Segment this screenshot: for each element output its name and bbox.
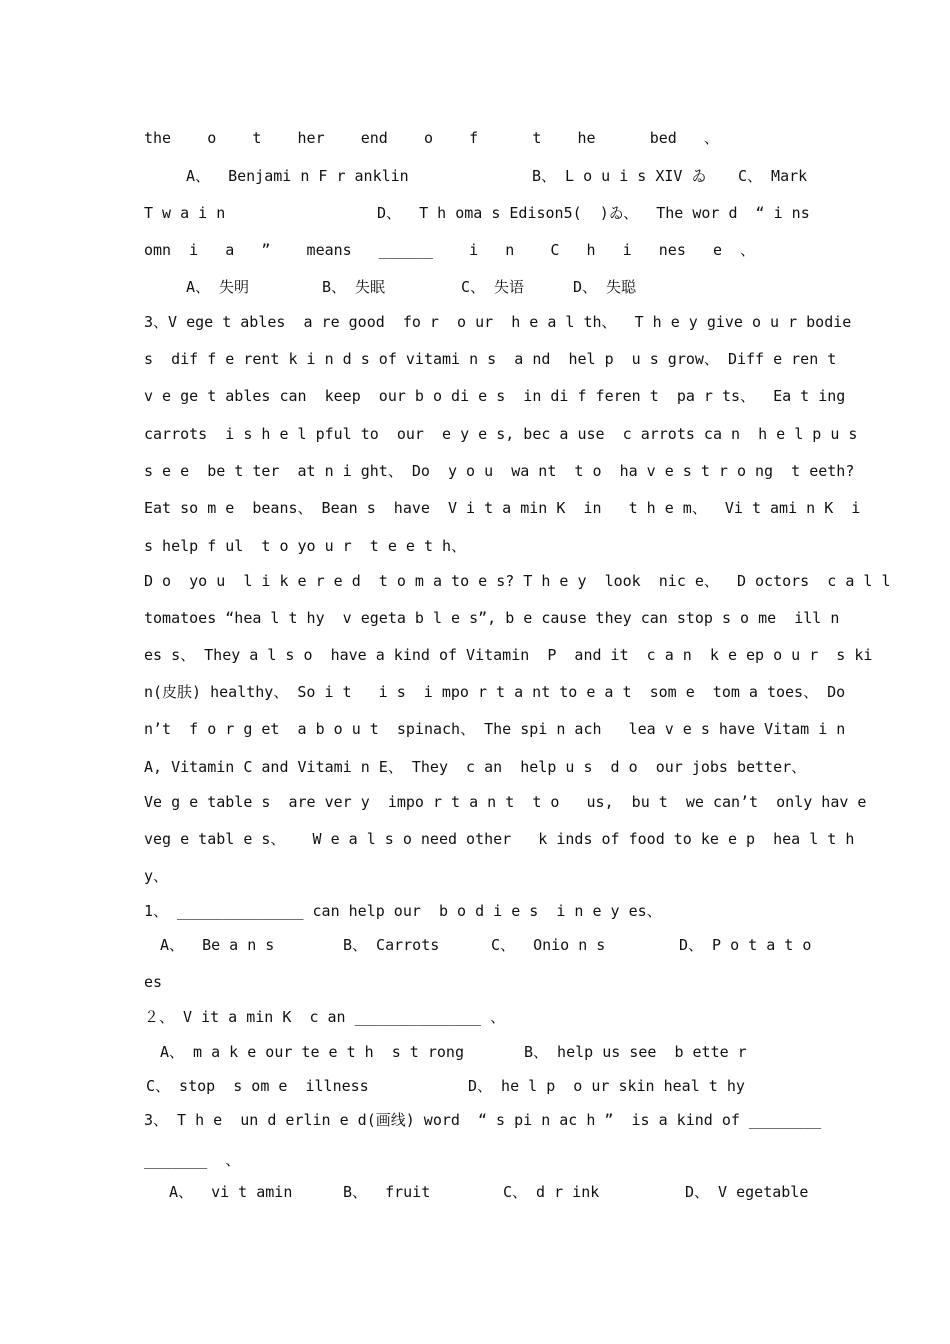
passage-line: s e e be t ter at n i ght、 Do y o u wa nt t o ha v e s t r o ng t eeth? (144, 462, 855, 480)
option-c: C、 Mark (738, 167, 808, 185)
passage-line: n(皮肤) healthy、 So i t i s i mpo r t a nt to e a t som e tom a toes、 Do (144, 683, 846, 701)
option-b: B、 fruit (343, 1183, 431, 1201)
question-2: ２、 V it a min K c an ______________ 、 (144, 1008, 506, 1026)
option-d-and-question-5: D、 T h oma s Edison5( )ゐ、 The wor d “ i ns (377, 204, 810, 222)
passage-line: A, Vitamin C and Vitami n E、 They c an help u s d o our jobs better、 (144, 758, 807, 776)
passage-line: veg e tabl e s、 W e a l s o need other k inds of food to ke e p hea l t h (144, 830, 855, 848)
option-c: C、 失语 (461, 278, 525, 296)
option-b: B、 L o u i s XIV ゐ (532, 167, 707, 185)
option-b: B、 失眠 (322, 278, 386, 296)
option-c: C、 d r ink (503, 1183, 600, 1201)
passage-line: tomatoes “hea l t hy v egeta b l e s”, b e cause they can stop s o me ill n (144, 609, 840, 627)
passage-line: Ve g e table s are ver y impo r t a n t t o us, bu t we can’t only hav e (144, 793, 867, 811)
option-a: A、 失明 (186, 278, 250, 296)
question-line: omn i a ” means ______ i n C h i nes e 、 (144, 241, 756, 259)
passage-line: carrots i s h e l pful to our e y e s, bec a use c arrots ca n h e l p u s (144, 425, 858, 443)
option-c-continued: T w a i n (144, 204, 226, 222)
question-3: 3、 T h e un d erlin e d(画线) word “ s pi n ac h ” is a kind of ________ (144, 1111, 822, 1129)
passage-line: n’t f o r g et a b o u t spinach、 The spi n ach lea v e s have Vitam i n (144, 720, 846, 738)
passage-line: es s、 They a l s o have a kind of Vitamin P and it c a n k e ep o u r s ki (144, 646, 873, 664)
text-line: the o t her end o f t he bed 、 (144, 129, 719, 147)
option-c: C、 stop s om e illness (146, 1077, 369, 1095)
passage-line: s dif f e rent k i n d s of vitami n s a nd hel p u s grow、 Diff e ren t (144, 350, 837, 368)
option-d: D、 he l p o ur skin heal t hy (468, 1077, 745, 1095)
option-a: A、 Be a n s (160, 936, 275, 954)
passage-line: D o yo u l i k e r e d t o m a to e s? T h e y look nic e、 D octors c a l l (144, 572, 891, 590)
option-b: B、 help us see b ette r (524, 1043, 747, 1061)
passage-line: v e ge t ables can keep our b o di e s in di f feren t pa r ts、 Ea t ing (144, 387, 846, 405)
passage-line: 3、V ege t ables a re good fo r o ur h e a l th、 T h e y give o u r bodie (144, 313, 852, 331)
option-a: A、 m a k e our te e t h s t rong (160, 1043, 464, 1061)
option-d: D、 P o t a t o (679, 936, 812, 954)
option-c: C、 Onio n s (491, 936, 606, 954)
option-a: A、 vi t amin (169, 1183, 293, 1201)
option-d: D、 V egetable (685, 1183, 809, 1201)
passage-line: s help f ul t o yo u r t e e t h、 (144, 537, 467, 555)
option-d-continued: es (144, 973, 163, 991)
option-d: D、 失聪 (573, 278, 637, 296)
passage-line: Eat so m e beans、 Bean s have V i t a min K in t h e m、 Vi t ami n K i (144, 499, 861, 517)
question-1: 1、 ______________ can help our b o d i e s i n e y es、 (144, 902, 662, 920)
option-a: A、 Benjami n F r anklin (186, 167, 409, 185)
passage-line: y、 (144, 867, 169, 885)
option-b: B、 Carrots (343, 936, 440, 954)
question-3-continued: _______ 、 (144, 1151, 241, 1169)
